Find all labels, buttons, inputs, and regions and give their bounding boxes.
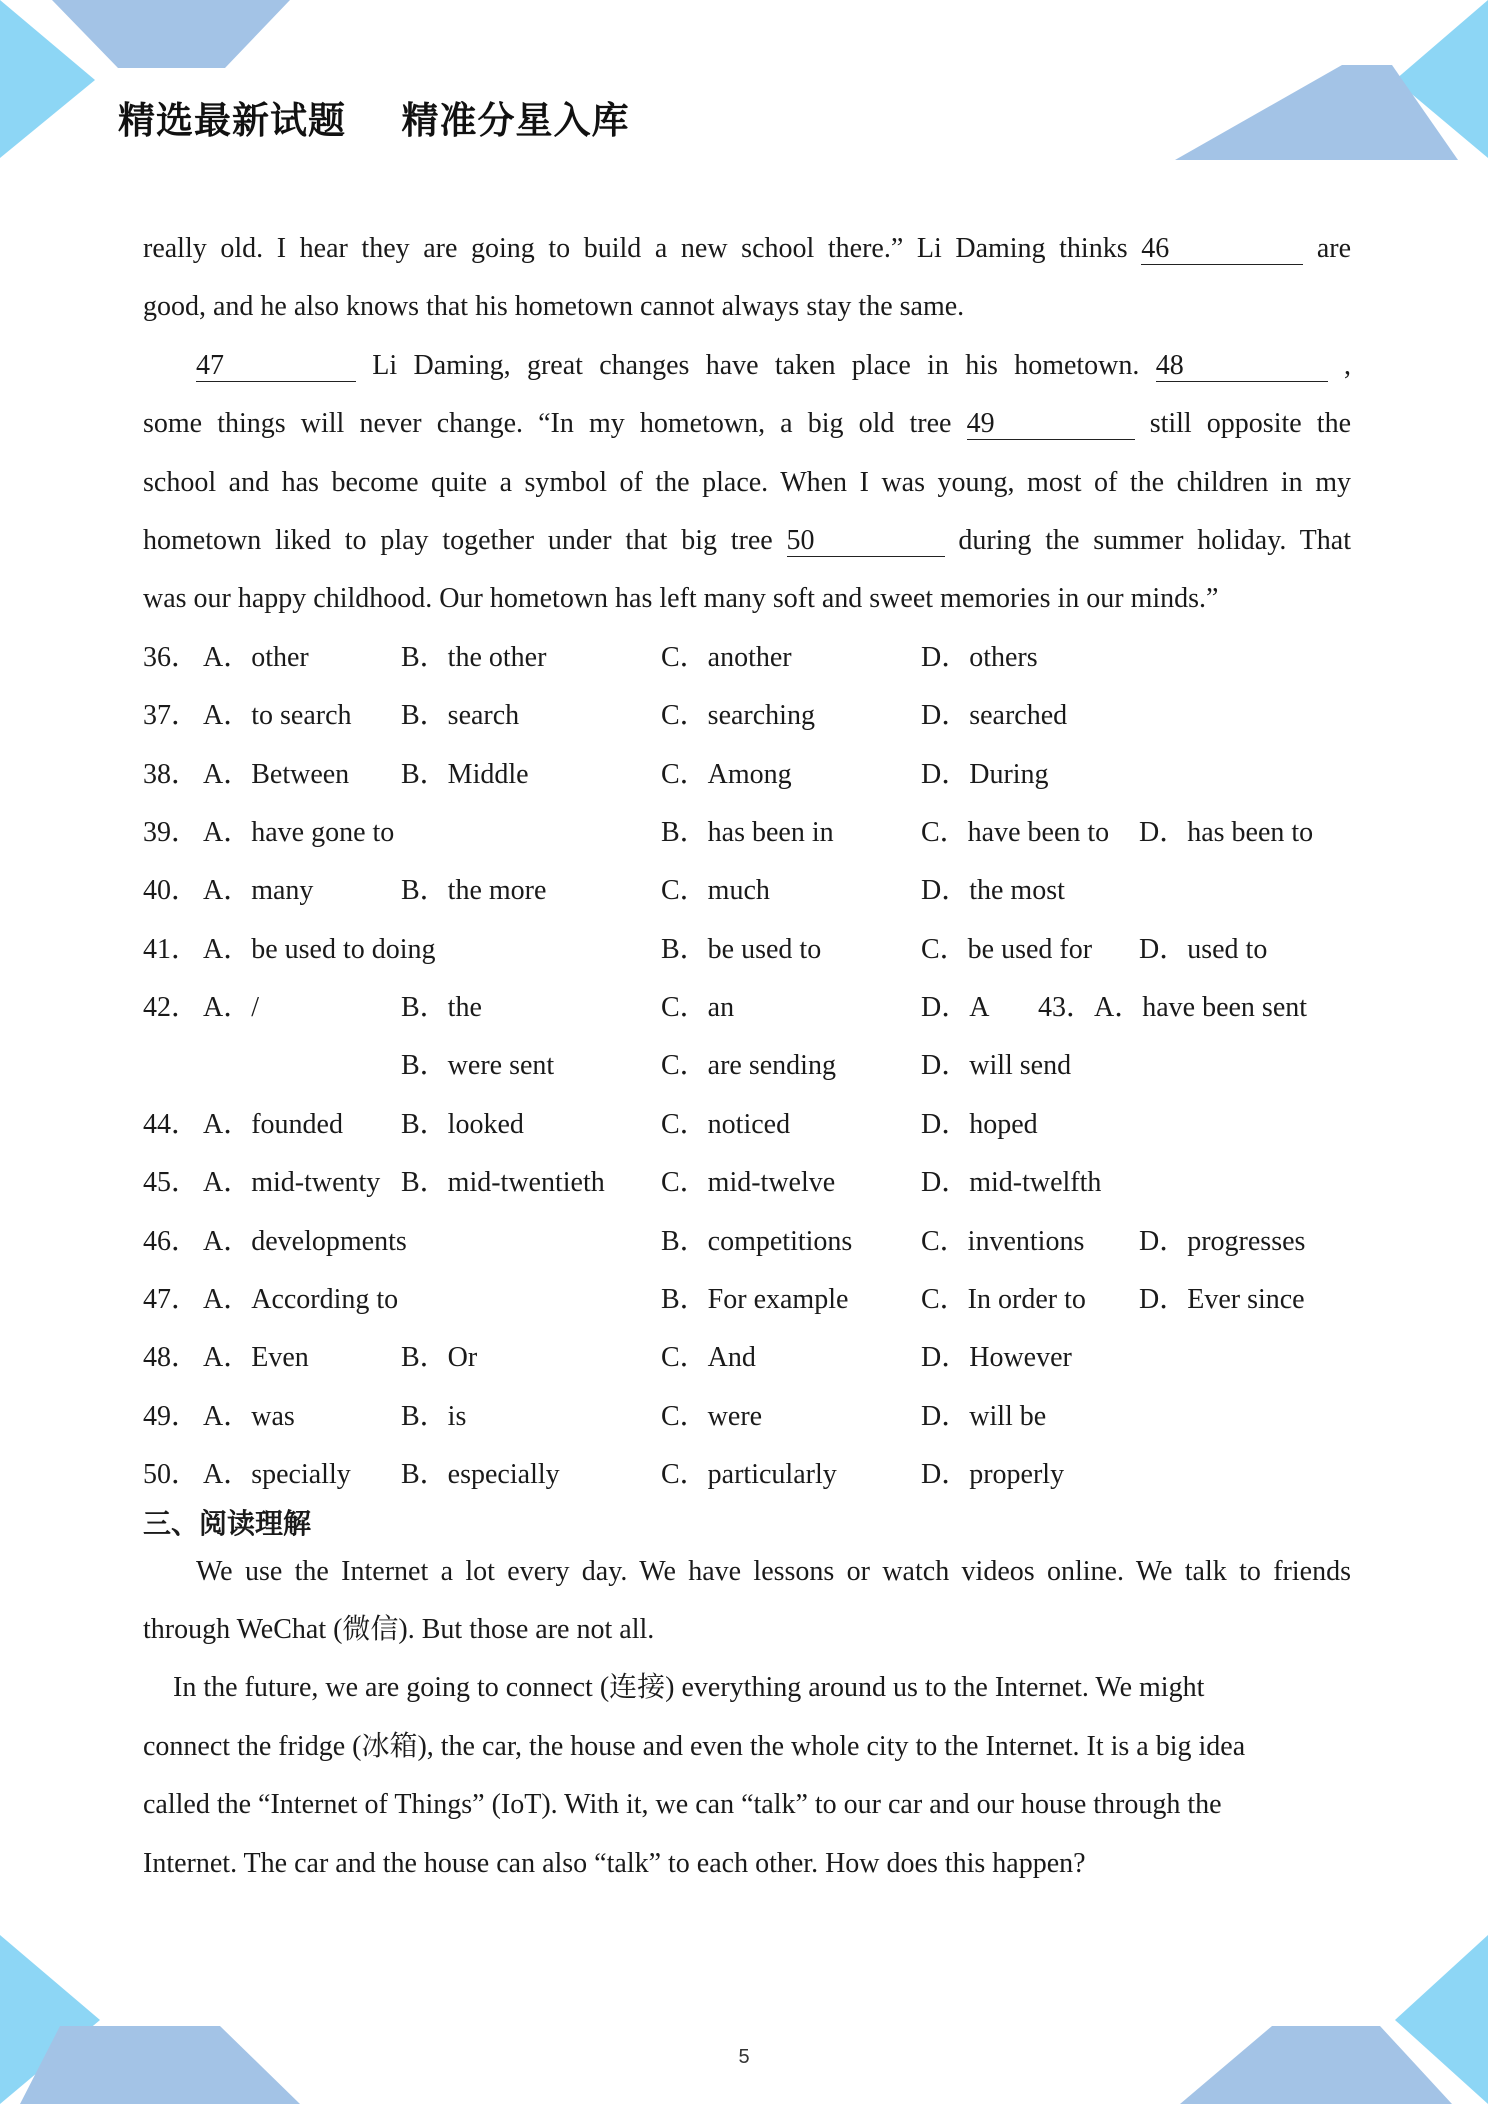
question-number: 41． <box>143 933 200 965</box>
question-row-45 <box>143 1154 1351 1212</box>
question-row-41 <box>143 921 1351 979</box>
reading-line-1: We use the Internet a lot every day. We have lessons or watch videos online. We talk to friends <box>196 1555 1351 1587</box>
option-d: D．properly <box>921 1459 1065 1491</box>
option-b: B．has been in <box>661 816 834 848</box>
option-a: A．founded <box>203 1108 343 1140</box>
option-b: B．the more <box>401 875 547 907</box>
option-d: D．During <box>921 758 1049 790</box>
reading-line-6: Internet. The car and the house can also “talk” to each other. How does this happen? <box>143 1847 1086 1879</box>
option-a: A．developments <box>203 1225 407 1257</box>
passage-text: during the summer holiday. That <box>958 524 1351 556</box>
option-c: C．searching <box>661 700 815 732</box>
passage-text: hometown liked to play together under that big tree <box>143 524 773 556</box>
option-b: B．especially <box>401 1459 560 1491</box>
option-b: B．For example <box>661 1284 849 1316</box>
option-b: B．the <box>401 992 482 1024</box>
passage-line-6 <box>143 512 1351 570</box>
option-a: A．Even <box>203 1342 309 1374</box>
option-b: B．competitions <box>661 1225 853 1257</box>
question-row-36 <box>143 629 1351 687</box>
option-a: A．was <box>203 1400 295 1432</box>
reading-line-2: through WeChat (微信). But those are not all. <box>143 1613 655 1645</box>
passage-line-2: good, and he also knows that his hometown cannot always stay the same. <box>143 291 965 323</box>
question-43-option-a: 43．A．have been sent <box>1038 992 1308 1024</box>
option-b: B．Middle <box>401 758 529 790</box>
question-row-40 <box>143 862 1351 920</box>
blank-46: 46 <box>1141 236 1303 265</box>
section-heading-reading: 三、阅读理解 <box>143 1506 312 1540</box>
option-a: A．other <box>203 641 309 673</box>
option-a: A．be used to doing <box>203 933 436 965</box>
top-right-triangle-decoration <box>1395 0 1488 158</box>
passage-text: still opposite the <box>1149 408 1352 440</box>
question-row-39 <box>143 804 1351 862</box>
question-number: 50． <box>143 1459 200 1491</box>
page-content <box>143 220 1351 1893</box>
option-a: A．have gone to <box>203 816 395 848</box>
option-c: C．particularly <box>661 1459 837 1491</box>
option-c: C．much <box>661 875 770 907</box>
bottom-right-triangle-decoration <box>1395 1935 1488 2104</box>
option-d: D．the most <box>921 875 1065 907</box>
passage-text: are <box>1316 233 1352 264</box>
option-c: C．were <box>661 1400 763 1432</box>
question-row-46 <box>143 1213 1351 1271</box>
question-number: 36． <box>143 641 200 673</box>
question-row-43-continued <box>143 1037 1351 1095</box>
option-c: C．have been to <box>921 816 1110 848</box>
passage-text: Li Daming, great changes have taken place in his hometown. <box>372 349 1140 381</box>
option-c: C．an <box>661 992 735 1024</box>
option-b: B．is <box>401 1400 467 1432</box>
question-number: 40． <box>143 875 200 907</box>
question-number: 45． <box>143 1167 200 1199</box>
question-row-44 <box>143 1096 1351 1154</box>
option-d: D．However <box>921 1342 1072 1374</box>
reading-line-4: connect the fridge (冰箱), the car, the house and even the whole city to the Internet. It is a big idea <box>143 1730 1246 1762</box>
question-number: 42． <box>143 992 200 1024</box>
option-a: A．According to <box>203 1284 399 1316</box>
passage-line-5: school and has become quite a symbol of the place. When I was young, most of the children in my <box>143 466 1351 498</box>
blank-49: 49 <box>967 411 1135 440</box>
option-d: D．searched <box>921 700 1068 732</box>
question-number: 44． <box>143 1108 200 1140</box>
option-b: B．the other <box>401 641 547 673</box>
option-b: B．be used to <box>661 933 822 965</box>
option-c: C．are sending <box>661 1050 836 1082</box>
passage-line-1 <box>143 220 1351 278</box>
question-number: 37． <box>143 700 200 732</box>
question-number: 38． <box>143 758 200 790</box>
option-d: D．has been to <box>1139 816 1314 848</box>
blank-47: 47 <box>196 353 356 382</box>
option-c: C．noticed <box>661 1108 791 1140</box>
option-d: D．progresses <box>1139 1225 1306 1257</box>
header-title: 精选最新试题 精准分星入库 <box>118 99 630 142</box>
passage-line-3 <box>143 337 1351 395</box>
question-number: 46． <box>143 1225 200 1257</box>
passage-text: , <box>1344 349 1351 381</box>
reading-line-3: In the future, we are going to connect (连接) everything around us to the Internet. We might <box>173 1672 1205 1704</box>
option-c: C．mid-twelve <box>661 1167 836 1199</box>
option-b: B．Or <box>401 1342 478 1374</box>
option-b: B．mid-twentieth <box>401 1167 605 1199</box>
option-c: C．In order to <box>921 1284 1086 1316</box>
question-row-47 <box>143 1271 1351 1329</box>
question-row-37 <box>143 687 1351 745</box>
option-a: A．/ <box>203 992 260 1024</box>
option-d: D．will send <box>921 1050 1072 1082</box>
option-a: A．specially <box>203 1459 351 1491</box>
question-row-49 <box>143 1388 1351 1446</box>
question-row-38 <box>143 746 1351 804</box>
question-number: 48． <box>143 1342 200 1374</box>
option-a: A．many <box>203 875 314 907</box>
reading-line-5: called the “Internet of Things” (IoT). With it, we can “talk” to our car and our house through the <box>143 1789 1222 1821</box>
passage-text: some things will never change. “In my hometown, a big old tree <box>143 408 952 440</box>
option-c: C．Among <box>661 758 792 790</box>
top-right-trapezoid-decoration <box>1175 65 1458 160</box>
blank-48: 48 <box>1156 353 1328 382</box>
question-row-42 <box>143 979 1351 1037</box>
option-c: C．And <box>661 1342 756 1374</box>
option-d: D．hoped <box>921 1108 1038 1140</box>
option-a: A．mid-twenty <box>203 1167 381 1199</box>
bottom-left-triangle-decoration <box>0 1935 100 2104</box>
page-number: 5 <box>738 2046 750 2068</box>
top-left-trapezoid-decoration <box>52 0 290 68</box>
option-a: A．to search <box>203 700 352 732</box>
blank-50: 50 <box>787 528 945 557</box>
option-d: D．used to <box>1139 933 1268 965</box>
option-d: D．will be <box>921 1400 1047 1432</box>
passage-text: really old. I hear they are going to build a new school there.” Li Daming thinks <box>143 233 1128 264</box>
top-left-triangle-decoration <box>0 0 95 158</box>
question-number: 47． <box>143 1284 200 1316</box>
question-row-48 <box>143 1329 1351 1387</box>
passage-line-4 <box>143 395 1351 453</box>
question-number: 39． <box>143 816 200 848</box>
option-b: B．were sent <box>401 1050 555 1082</box>
question-row-50 <box>143 1446 1351 1504</box>
option-c: C．be used for <box>921 933 1093 965</box>
option-d: D．Ever since <box>1139 1284 1305 1316</box>
passage-line-7: was our happy childhood. Our hometown has left many soft and sweet memories in our minds.” <box>143 583 1219 615</box>
question-number: 49． <box>143 1400 200 1432</box>
option-c: C．another <box>661 641 792 673</box>
option-b: B．looked <box>401 1108 524 1140</box>
option-c: C．inventions <box>921 1225 1085 1257</box>
option-d: D．mid-twelfth <box>921 1167 1102 1199</box>
option-d: D．others <box>921 641 1038 673</box>
option-a: A．Between <box>203 758 350 790</box>
option-b: B．search <box>401 700 520 732</box>
option-d: D．A <box>921 992 990 1024</box>
